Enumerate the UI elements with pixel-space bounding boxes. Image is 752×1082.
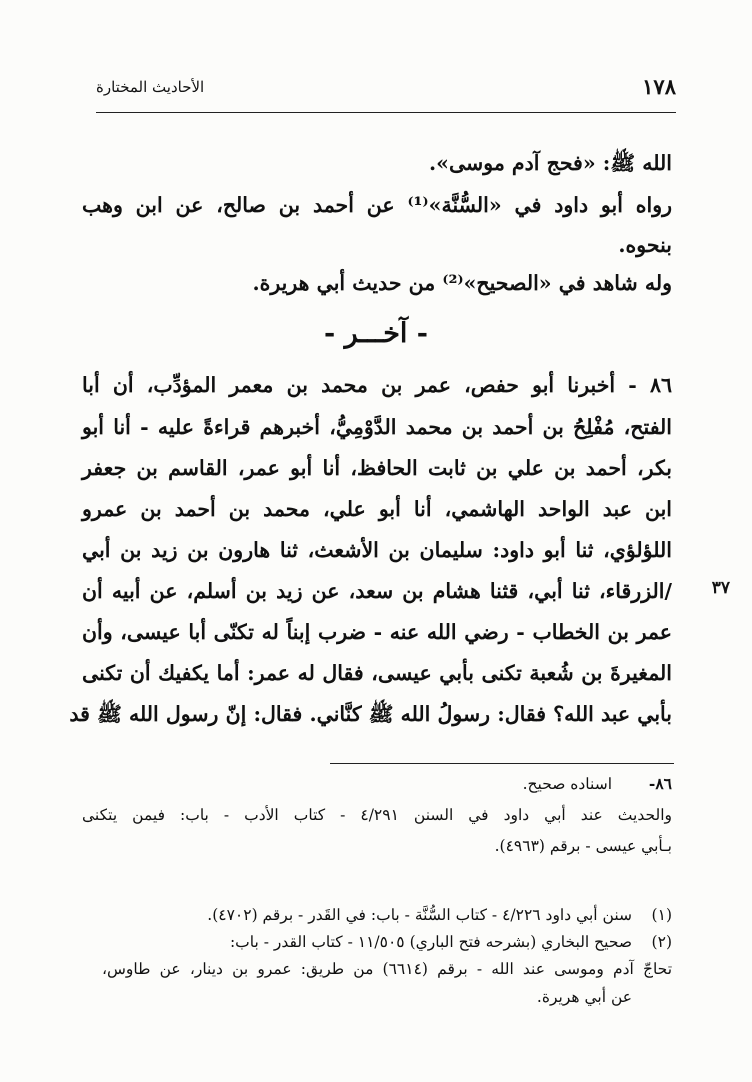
hadith-line: المغيرةَ بن شُعبة تكنى بأبي عيسى، فقال له عمر: أما يكفيك أن تكنى [82, 661, 672, 685]
hadith-line: /الزرقاء، ثنا أبي، قثنا هشام بن سعد، عن زيد بن أسلم، عن أبيه أن [82, 579, 672, 603]
hadith-line: عمر بن الخطاب - رضي الله عنه - ضرب إبناً له تكنّى أبا عيسى، وأن [82, 620, 672, 644]
margin-marker: ٣٧ [711, 578, 730, 598]
footnote-line: تحاجّ آدم وموسى عند الله - برقم (٦٦١٤) من طريق: عمرو بن دينار، عن طاوس، [102, 960, 673, 978]
running-title: الأحاديث المختارة [96, 78, 205, 96]
body-line: بنحوه. [618, 233, 672, 257]
body-line: الله ﷺ: «فحج آدم موسى». [429, 151, 672, 175]
footnote-line: صحيح البخاري (بشرحه فتح الباري) ١١/٥٠٥ - كتاب القدر - باب: [229, 933, 632, 951]
hadith-line: ٨٦ - أخبرنا أبو حفص، عمر بن محمد بن معمر المؤدِّب، أن أبا [82, 373, 672, 397]
footnote-number: (١) [651, 906, 672, 924]
running-header [96, 74, 676, 104]
commentary-line: بـأبي عيسى - برقم (٤٩٦٣). [494, 837, 672, 855]
hadith-line: بأبي عبد الله؟ فقال: رسولُ الله ﷺ كنَّاني. فقال: إنّ رسول الله ﷺ قد [69, 702, 672, 726]
commentary-line: اسناده صحيح. [522, 775, 612, 793]
footnote-number: (٢) [651, 933, 672, 951]
body-line: وله شاهد في «الصحيح»⁽²⁾ من حديث أبي هريرة. [252, 271, 672, 295]
section-heading: - آخـــر - [323, 318, 429, 349]
header-rule [96, 112, 676, 113]
footnote-rule [330, 763, 674, 764]
footnote-line: عن أبي هريرة. [536, 988, 632, 1006]
commentary-number: ٨٦- [648, 774, 672, 793]
hadith-line: ابن عبد الواحد الهاشمي، أنا أبو علي، محمد بن أحمد بن عمرو [82, 497, 672, 521]
hadith-line: اللؤلؤي، ثنا أبو داود: سليمان بن الأشعث، ثنا هارون بن زيد بن أبي [82, 538, 672, 562]
hadith-line: بكر، أحمد بن علي بن ثابت الحافظ، أنا أبو عمر، القاسم بن جعفر [82, 456, 672, 480]
body-line: رواه أبو داود في «السُّنَّة»⁽¹⁾ عن أحمد بن صالح، عن ابن وهب [82, 193, 672, 217]
hadith-line: الفتح، مُفْلِحُ بن أحمد بن محمد الدَّوْمِيُّ، أخبرهم قراءةً عليه - أنا أبو [82, 415, 672, 439]
page-number: ١٧٨ [642, 74, 676, 99]
footnote-line: سنن أبي داود ٤/٢٢٦ - كتاب السُّنَّة - باب: في القَدر - برقم (٤٧٠٢). [207, 906, 632, 924]
commentary-line: والحديث عند أبي داود في السنن ٤/٢٩١ - كتاب الأدب - باب: فيمن يتكنى [82, 806, 672, 824]
